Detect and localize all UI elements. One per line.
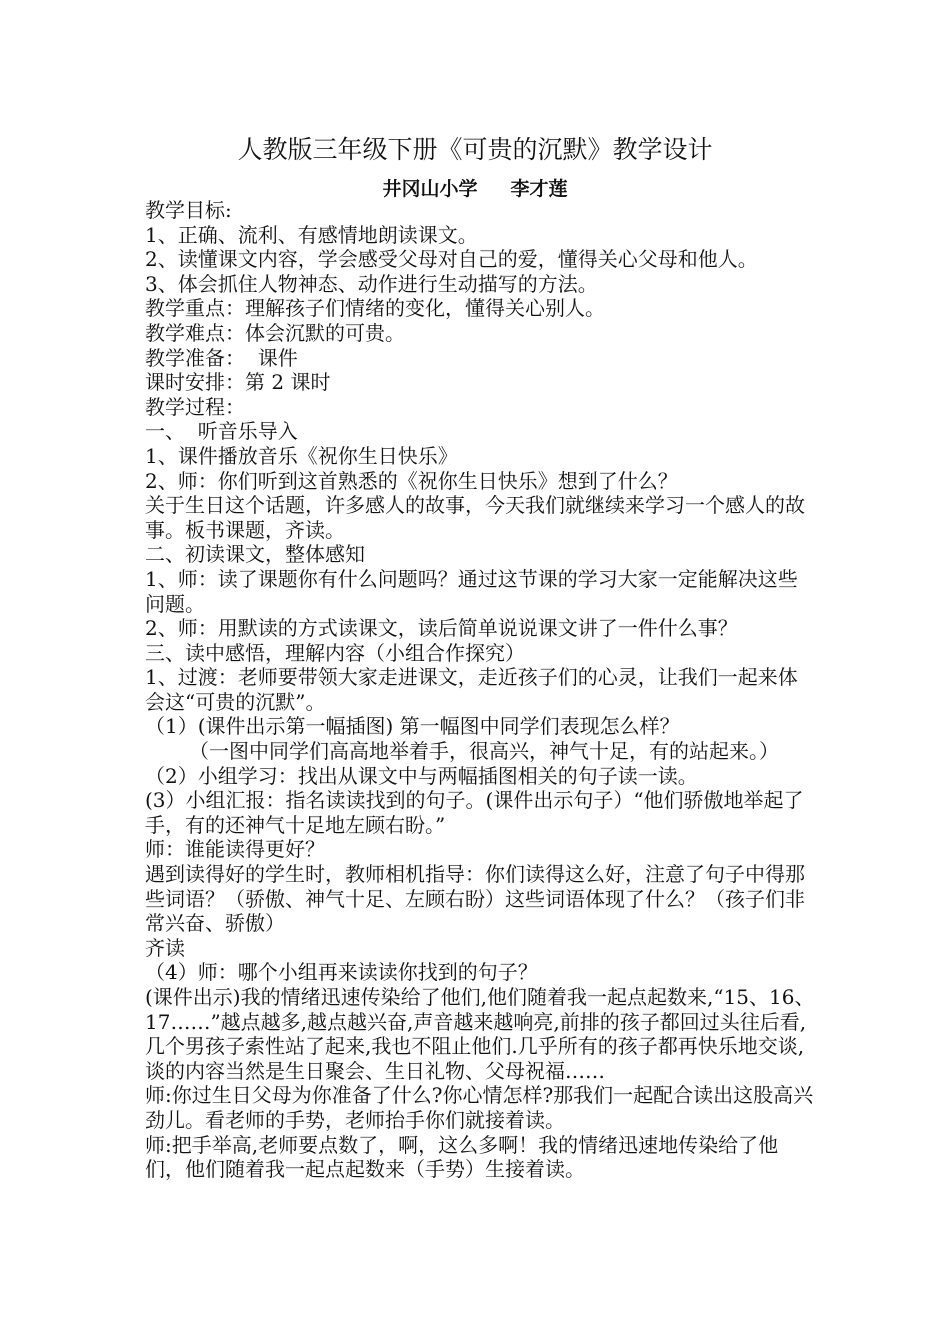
paragraph: 课时安排：第 2 课时 [145,370,331,395]
paragraph: 2、师：用默读的方式读课文，读后简单说说课文讲了一件什么事？ [145,616,738,641]
paragraph: 教学过程： [145,394,245,419]
paragraph: （1）(课件出示第一幅插图) 第一幅图中同学们表现怎么样？ [145,714,680,739]
paragraph: （一图中同学们高高地举着手，很高兴，神气十足，有的站起来。） [189,739,779,764]
paragraph: 1、过渡：老师要带领大家走进课文，走近孩子们的心灵，让我们一起来体会这“可贵的沉默”。 [145,665,798,714]
paragraph: （4）师：哪个小组再来读读你找到的句子？ [145,960,538,985]
document-subtitle: 井冈山小学 李才莲 [382,178,568,200]
paragraph: 二、初读课文，整体感知 [145,542,365,567]
paragraph: 师:你过生日父母为你准备了什么?你心情怎样?那我们一起配合读出这股高兴劲儿。看老师的手势，老师抬手你们就接着读。 [145,1083,814,1132]
paragraph: 遇到读得好的学生时，教师相机指导：你们读得这么好，注意了句子中得那些词语？（骄傲、神气十足、左顾右盼）这些词语体现了什么？（孩子们非常兴奋、骄傲） [145,862,805,936]
paragraph: 1、正确、流利、有感情地朗读课文。 [145,222,478,247]
paragraph: 教学难点：体会沉默的可贵。 [145,320,405,345]
paragraph: 1、师：读了课题你有什么问题吗？通过这节课的学习大家一定能解决这些问题。 [145,566,798,616]
paragraph: 师：谁能读得更好？ [145,837,325,862]
paragraph: （2）小组学习：找出从课文中与两幅插图相关的句子读一读。 [145,763,698,788]
paragraph: 教学准备： 课件 [145,345,298,370]
document-title: 人教版三年级下册《可贵的沉默》教学设计 [237,135,713,164]
paragraph: (3）小组汇报：指名读读找到的句子。(课件出示句子）“他们骄傲地举起了手，有的还神气十足地左顾右盼。” [145,788,804,837]
paragraph: 三、读中感悟，理解内容（小组合作探究） [145,640,525,665]
paragraph: 2、读懂课文内容，学会感受父母对自己的爱，懂得关心父母和他人。 [145,247,758,272]
paragraph: 教学目标: [145,198,232,222]
paragraph: 教学重点：理解孩子们情绪的变化，懂得关心别人。 [145,296,605,321]
paragraph: 2、师：你们听到这首熟悉的《祝你生日快乐》想到了什么？ [145,468,678,493]
paragraph: 3、体会抓住人物神态、动作进行生动描写的方法。 [145,271,598,296]
paragraph: 一、 听音乐导入 [145,419,298,444]
paragraph: (课件出示)我的情绪迅速传染给了他们,他们随着我一起点起数来,“15、16、17……”越点越多,越点越兴奋,声音越来越响亮,前排的孩子都回过头往后看,几个男孩子索性站了起来,我也不阻止他们.几乎所有的孩子都再快乐地交谈,谈的内容当然是生日聚会、生日礼物、父母祝福…… [145,985,815,1083]
paragraph: 齐读 [145,935,185,960]
document-body [145,198,815,1182]
paragraph: 师:把手举高,老师要点数了，啊，这么多啊！我的情绪迅速地传染给了他们，他们随着我一起点起数来（手势）生接着读。 [145,1132,779,1182]
paragraph: 1、课件播放音乐《祝你生日快乐》 [145,443,458,468]
paragraph: 关于生日这个话题，许多感人的故事，今天我们就继续来学习一个感人的故事。板书课题，齐读。 [145,493,805,542]
